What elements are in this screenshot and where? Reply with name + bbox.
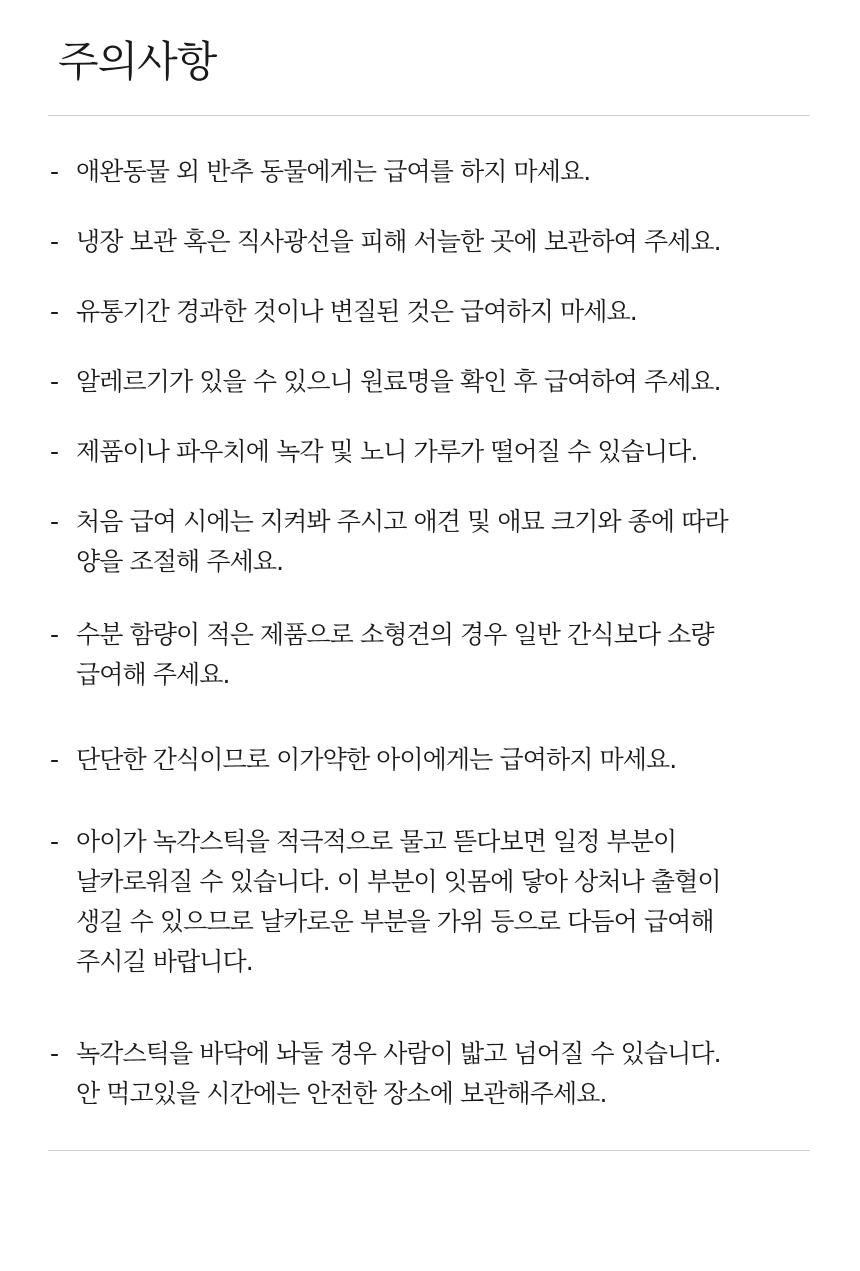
caution-text: 단단한 간식이므로 이가약한 아이에게는 급여하지 마세요.: [76, 745, 677, 774]
caution-item: [50, 615, 830, 695]
caution-item: [50, 152, 830, 192]
bullet-dash: -: [50, 157, 59, 186]
caution-text: 수분 함량이 적은 제품으로 소형견의 경우 일반 간식보다 소량: [76, 620, 714, 649]
caution-item: [50, 1034, 830, 1114]
caution-text: 주시길 바랍니다.: [76, 947, 253, 976]
caution-text: 양을 조절해 주세요.: [76, 547, 284, 576]
caution-item: [50, 740, 830, 780]
bullet-dash: -: [50, 745, 59, 774]
caution-item: [50, 502, 830, 582]
caution-text: 날카로워질 수 있습니다. 이 부분이 잇몸에 닿아 상처나 출혈이: [76, 867, 721, 896]
bullet-dash: -: [50, 1039, 59, 1068]
caution-item: [50, 292, 830, 332]
caution-text: 안 먹고있을 시간에는 안전한 장소에 보관해주세요.: [76, 1079, 607, 1108]
caution-text: 애완동물 외 반추 동물에게는 급여를 하지 마세요.: [76, 157, 591, 186]
caution-text: 제품이나 파우치에 녹각 및 노니 가루가 떨어질 수 있습니다.: [76, 437, 698, 466]
top-divider: [48, 115, 810, 116]
bullet-dash: -: [50, 227, 59, 256]
caution-text: 녹각스틱을 바닥에 놔둘 경우 사람이 밟고 넘어질 수 있습니다.: [76, 1039, 721, 1068]
bullet-dash: -: [50, 367, 59, 396]
caution-item: [50, 222, 830, 262]
caution-item: [50, 432, 830, 472]
bullet-dash: -: [50, 437, 59, 466]
bottom-divider: [48, 1150, 810, 1151]
bullet-dash: -: [50, 507, 59, 536]
caution-text: 아이가 녹각스틱을 적극적으로 물고 뜯다보면 일정 부분이: [76, 827, 677, 856]
caution-item: [50, 822, 830, 982]
caution-text: 알레르기가 있을 수 있으니 원료명을 확인 후 급여하여 주세요.: [76, 367, 721, 396]
bullet-dash: -: [50, 620, 59, 649]
caution-text: 냉장 보관 혹은 직사광선을 피해 서늘한 곳에 보관하여 주세요.: [76, 227, 721, 256]
caution-text: 생길 수 있으므로 날카로운 부분을 가위 등으로 다듬어 급여해: [76, 907, 714, 936]
caution-text: 처음 급여 시에는 지켜봐 주시고 애견 및 애묘 크기와 종에 따라: [76, 507, 728, 536]
caution-item: [50, 362, 830, 402]
bullet-dash: -: [50, 297, 59, 326]
caution-text: 급여해 주세요.: [76, 660, 230, 689]
page-title: 주의사항: [58, 37, 217, 86]
bullet-dash: -: [50, 827, 59, 856]
caution-text: 유통기간 경과한 것이나 변질된 것은 급여하지 마세요.: [76, 297, 637, 326]
